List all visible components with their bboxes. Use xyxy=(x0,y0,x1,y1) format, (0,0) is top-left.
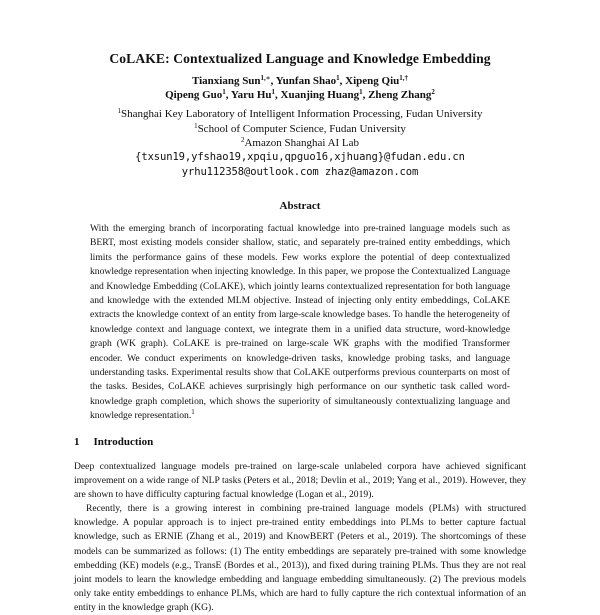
affiliation-marker: 1 xyxy=(194,121,198,130)
affiliation-text: Shanghai Key Laboratory of Intelligent Information Processing, Fudan University xyxy=(121,108,483,120)
affiliation-line xyxy=(0,136,600,151)
author-name: Tianxiang Sun xyxy=(191,75,261,87)
email-line: {txsun19,yfshao19,xpqiu,qpguo16,xjhuang}@fudan.edu.cn xyxy=(135,151,465,163)
author-affil-marker: 1 xyxy=(271,88,276,96)
author-affil-marker: 2 xyxy=(431,88,435,96)
email-list xyxy=(0,150,600,179)
abstract-text: With the emerging branch of incorporating factual knowledge into pre-trained language models such as BERT, most existing models consider shallow, static, and separately pre-trained entity embeddings, which limits the performance gains of these models. Few works explore the potential of deep contextualized knowledge representation when injecting knowledge. In this paper, we propose the Contextualized Language and Knowledge Embedding (CoLAKE), which jointly learns contextualized representation for both language and knowledge with the extended MLM objective. Instead of injecting only entity embeddings, CoLAKE extracts the knowledge context of an entity from large-scale knowledge bases. To handle the heterogeneity of knowledge context and language context, we integrate them in a unified data structure, word-knowledge graph (WK graph). CoLAKE is pre-trained on large-scale WK graphs with the modified Transformer encoder. We conduct experiments on knowledge-driven tasks, knowledge probing tasks, and language understanding tasks. Experimental results show that CoLAKE outperforms previous counterparts on most of the tasks. Besides, CoLAKE achieves surprisingly high performance on our synthetic task called word-knowledge graph completion, which shows the superiority of simultaneously contextualizing language and knowledge representation. xyxy=(90,223,510,422)
affiliation-marker: 1 xyxy=(117,107,122,115)
author-line-2 xyxy=(0,88,600,102)
author-separator: , xyxy=(339,75,346,87)
author-separator: , xyxy=(225,89,231,101)
author-list xyxy=(0,74,600,102)
footnote-marker: 1 xyxy=(191,408,195,417)
author-name: Qipeng Guo xyxy=(165,89,223,101)
email-line: yrhu112358@outlook.com zhaz@amazon.com xyxy=(181,165,419,178)
author-line-1 xyxy=(0,74,600,88)
affiliation-list xyxy=(0,107,600,151)
author-separator: , xyxy=(270,75,276,87)
author-name: Xipeng Qiu xyxy=(345,75,400,87)
paper-title: CoLAKE: Contextualized Language and Knowledge Embedding xyxy=(109,51,491,66)
intro-paragraph-2: Recently, there is a growing interest in combining pre-trained language models (PLMs) with structured knowledge. A popular approach is to inject pre-trained entity embeddings into PLMs to better capture factual knowledge, such as ERNIE (Zhang et al., 2019) and KnowBERT (Peters et al., 2019). The shortcomings of these models can be summarized as follows: (1) The entity embeddings are separately pre-trained with some knowledge embedding (KE) models (e.g., TransE (Bordes et al., 2013)), and fixed during training PLMs. Thus they are not real joint models to learn the knowledge embedding and language embedding simultaneously. (2) The previous models only take entity embeddings to enhance PLMs, which are hard to fully capture the rich contextual information of an entity in the knowledge graph (KG). xyxy=(74,503,526,613)
author-separator: , xyxy=(275,89,281,101)
introduction-body xyxy=(74,460,526,615)
abstract-heading: Abstract xyxy=(279,200,321,212)
affiliation-line xyxy=(0,107,600,122)
affiliation-text: School of Computer Science, Fudan University xyxy=(197,122,406,135)
author-affil-marker: 1 xyxy=(336,74,340,82)
author-name: Zheng Zhang xyxy=(368,89,432,101)
author-name: Yaru Hu xyxy=(230,89,272,101)
affiliation-text: Amazon Shanghai AI Lab xyxy=(244,137,360,149)
author-name: Xuanjing Huang xyxy=(280,89,360,101)
affiliation-marker: 2 xyxy=(240,136,245,144)
author-affil-marker: 1 xyxy=(222,88,226,96)
abstract-body xyxy=(90,222,510,424)
section-title: Introduction xyxy=(93,436,154,448)
author-affil-marker: 1,† xyxy=(399,74,409,82)
author-separator: , xyxy=(362,89,369,101)
author-name: Yunfan Shao xyxy=(275,75,337,87)
section-heading xyxy=(74,436,153,448)
author-affil-marker: 1,∗ xyxy=(260,74,271,82)
author-affil-marker: 1 xyxy=(359,88,363,96)
intro-paragraph-1: Deep contextualized language models pre-trained on large-scale unlabeled corpora have achieved significant improvement on a wide range of NLP tasks (Peters et al., 2018; Devlin et al., 2019; Yang et al., 2019). However, they are shown to have difficulty capturing factual knowledge (Logan et al., 2019). xyxy=(74,461,526,501)
affiliation-line xyxy=(0,122,600,137)
section-number: 1 xyxy=(74,436,80,448)
